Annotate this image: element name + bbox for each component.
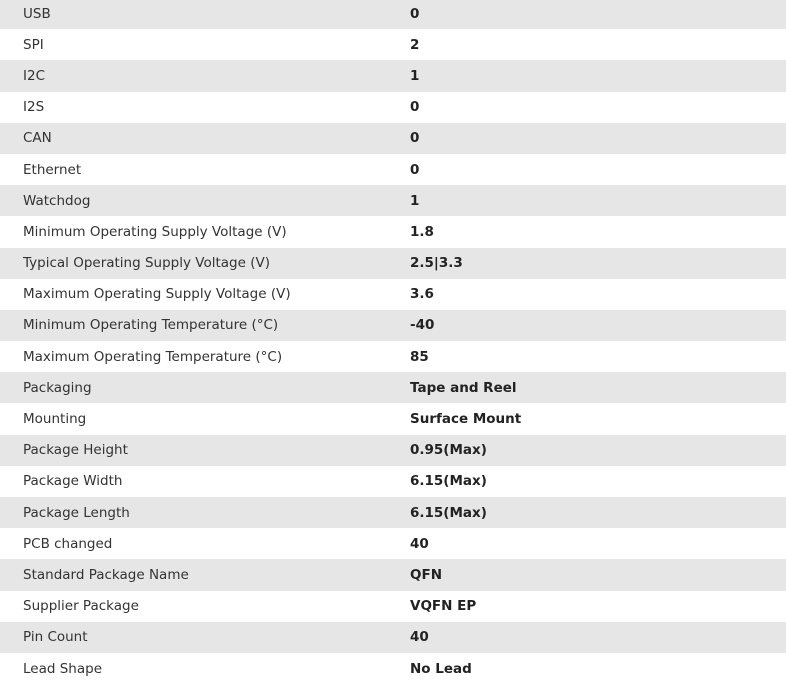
spec-label: Maximum Operating Temperature (°C) — [23, 348, 283, 365]
spec-value: 2 — [410, 36, 420, 53]
spec-value: 3.6 — [410, 286, 434, 303]
spec-value: 0 — [410, 99, 420, 116]
spec-label: Watchdog — [23, 192, 91, 209]
spec-label: Ethernet — [23, 161, 82, 178]
spec-value: -40 — [410, 317, 435, 334]
spec-value: 1.8 — [410, 223, 434, 240]
spec-label: Standard Package Name — [23, 566, 189, 583]
spec-label: Minimum Operating Temperature (°C) — [23, 317, 279, 334]
spec-value: 1 — [410, 67, 420, 84]
spec-label: Pin Count — [23, 629, 88, 646]
spec-value: No Lead — [410, 660, 472, 677]
spec-row — [0, 653, 786, 684]
spec-value: 0 — [410, 161, 420, 178]
spec-value: 6.15(Max) — [410, 504, 487, 521]
spec-row — [0, 403, 786, 434]
spec-row — [0, 528, 786, 559]
spec-row — [0, 154, 786, 185]
spec-row — [0, 29, 786, 60]
spec-value: Surface Mount — [410, 411, 522, 428]
spec-value: 6.15(Max) — [410, 473, 487, 490]
spec-value: 1 — [410, 192, 420, 209]
spec-row — [0, 435, 786, 466]
spec-row — [0, 591, 786, 622]
spec-label: Typical Operating Supply Voltage (V) — [23, 255, 270, 272]
spec-value: 0 — [410, 5, 420, 22]
spec-label: PCB changed — [23, 535, 113, 552]
spec-value: VQFN EP — [410, 598, 477, 615]
spec-row — [0, 622, 786, 653]
spec-label: Supplier Package — [23, 598, 139, 615]
spec-row — [0, 497, 786, 528]
spec-row — [0, 248, 786, 279]
spec-value: 0 — [410, 130, 420, 147]
spec-row — [0, 60, 786, 91]
spec-label: I2S — [23, 99, 45, 116]
spec-label: Packaging — [23, 379, 92, 396]
spec-label: Minimum Operating Supply Voltage (V) — [23, 223, 287, 240]
spec-label: Mounting — [23, 411, 87, 428]
spec-value: 0.95(Max) — [410, 442, 487, 459]
spec-row — [0, 123, 786, 154]
spec-row — [0, 372, 786, 403]
spec-row — [0, 0, 786, 29]
spec-label: Package Height — [23, 442, 128, 459]
spec-row — [0, 310, 786, 341]
spec-value: QFN — [410, 566, 442, 583]
spec-value: 40 — [410, 629, 429, 646]
spec-row — [0, 559, 786, 590]
spec-row — [0, 466, 786, 497]
spec-row — [0, 279, 786, 310]
spec-row — [0, 216, 786, 247]
spec-value: 40 — [410, 535, 429, 552]
spec-row — [0, 185, 786, 216]
spec-label: Package Width — [23, 473, 123, 490]
spec-value: 85 — [410, 348, 429, 365]
spec-label: Lead Shape — [23, 660, 102, 677]
spec-value: Tape and Reel — [410, 379, 517, 396]
spec-row — [0, 92, 786, 123]
spec-row — [0, 341, 786, 372]
spec-label: USB — [23, 5, 51, 22]
spec-label: SPI — [23, 36, 44, 53]
spec-value: 2.5|3.3 — [410, 255, 463, 272]
spec-label: CAN — [23, 130, 52, 147]
spec-label: Maximum Operating Supply Voltage (V) — [23, 286, 291, 303]
spec-label: I2C — [23, 67, 45, 84]
spec-label: Package Length — [23, 504, 130, 521]
